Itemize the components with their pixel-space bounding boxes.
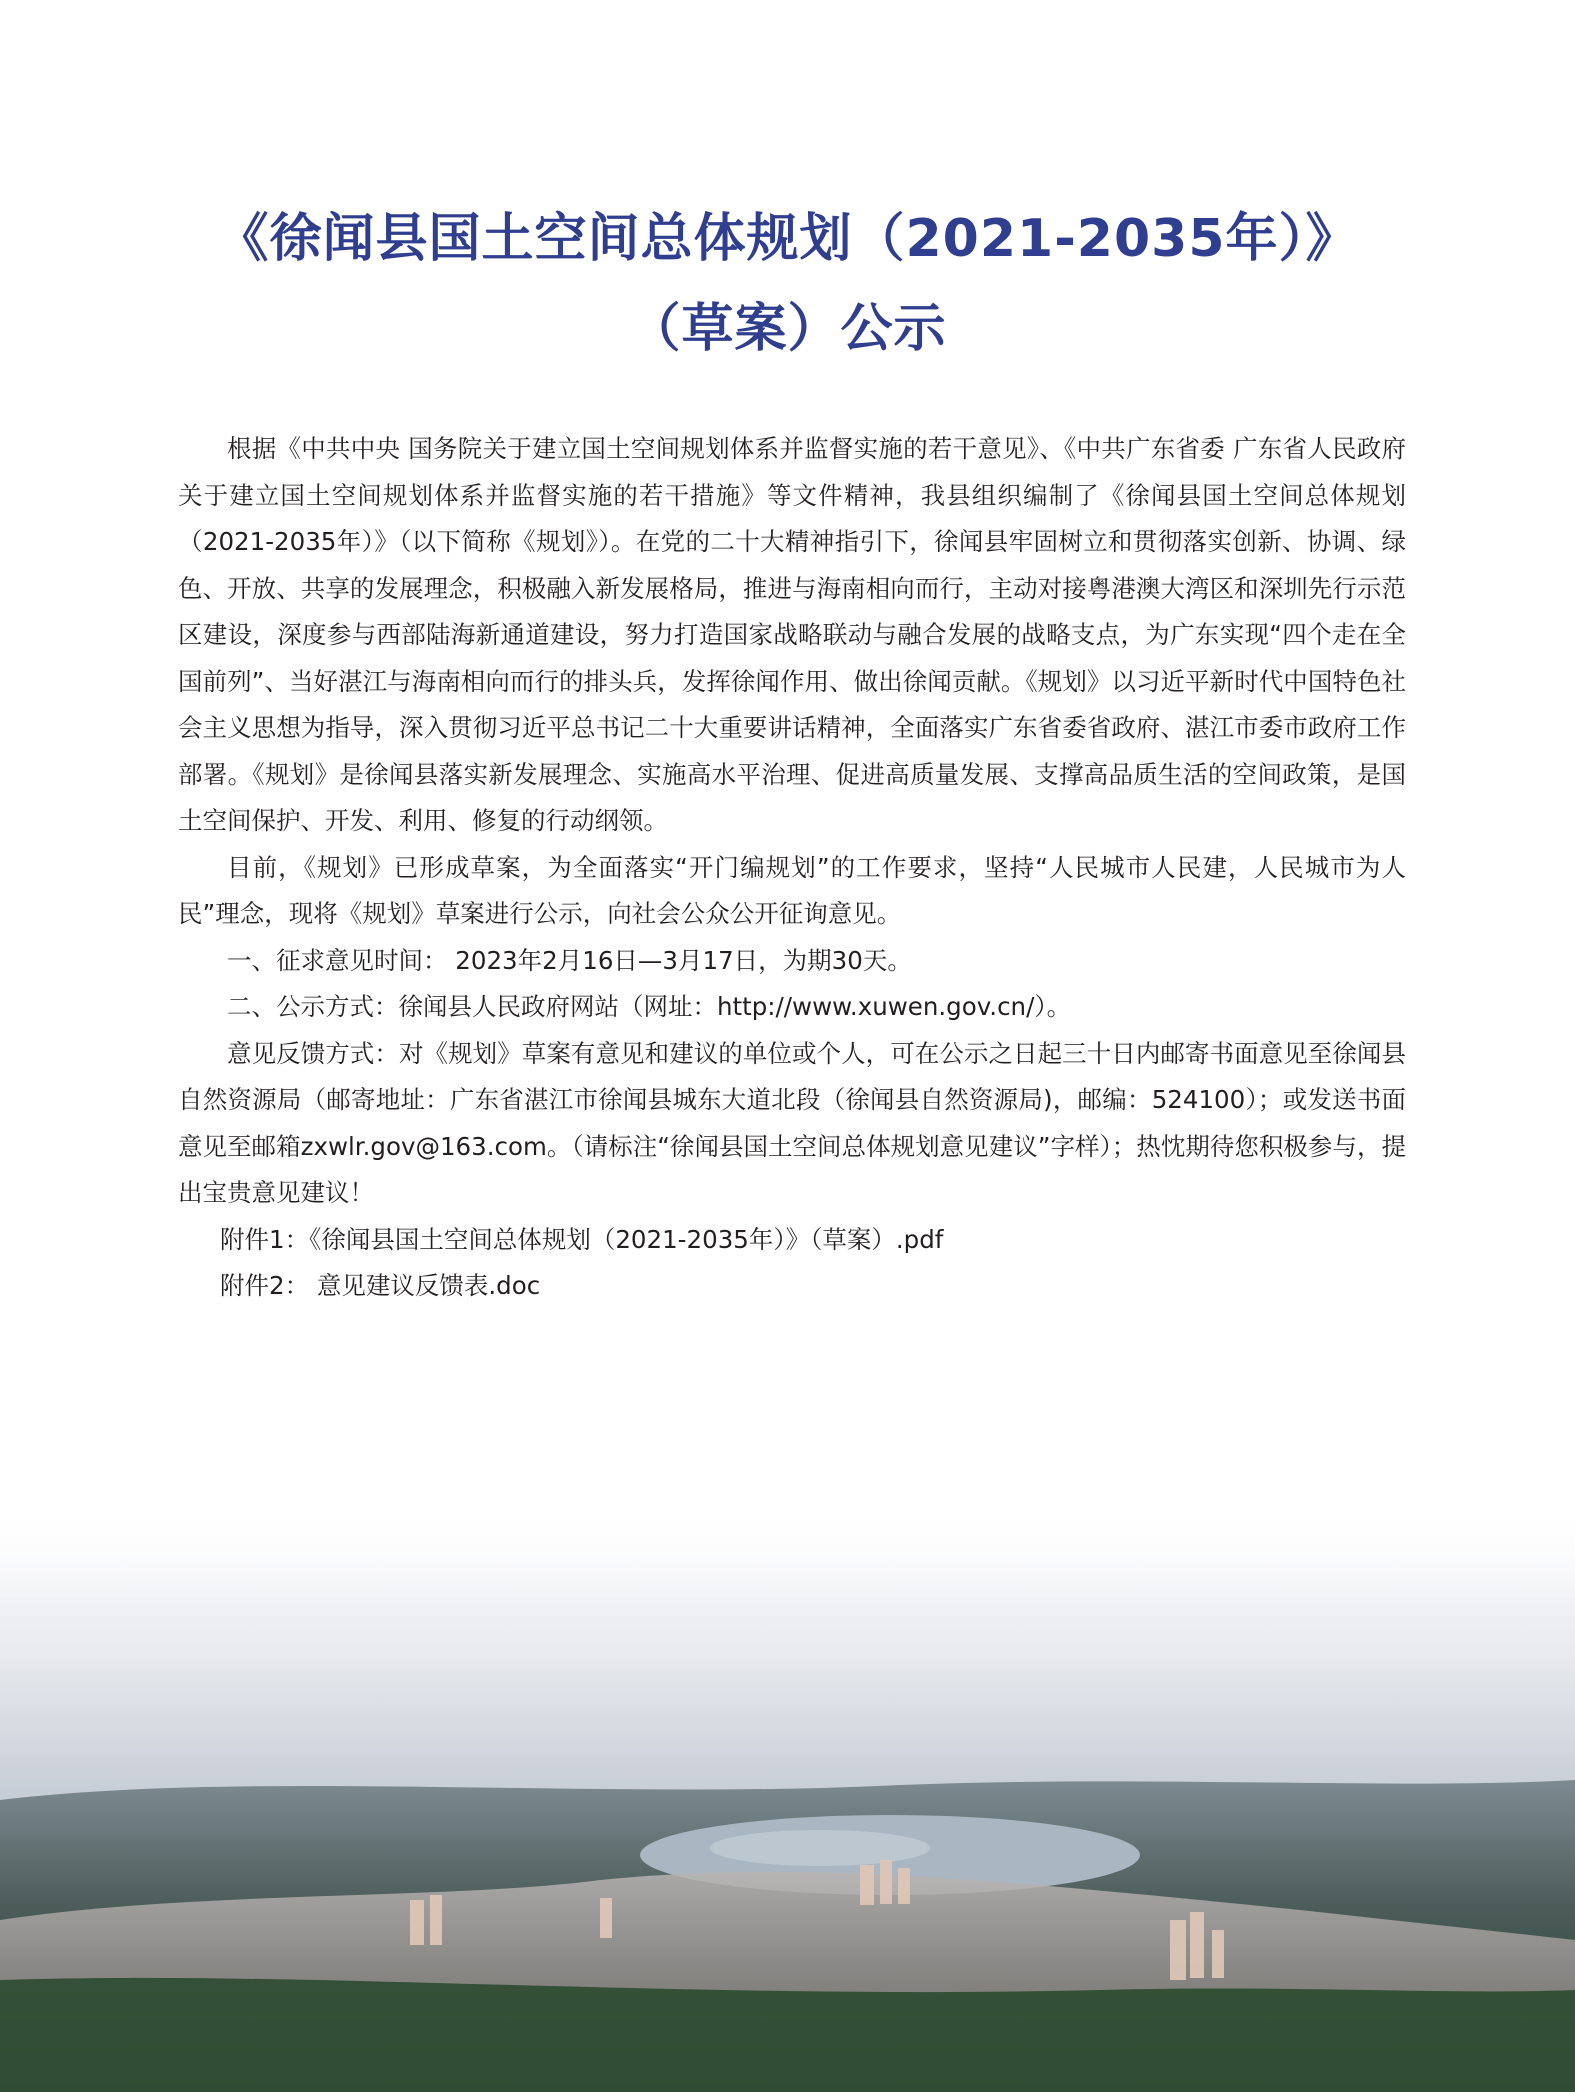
paragraph-comment-period: 一、征求意见时间： 2023年2月16日—3月17日，为期30天。 [227, 945, 912, 975]
aerial-city-photo [0, 1500, 1575, 2092]
attachment-1-link[interactable]: 附件1：《徐闻县国土空间总体规划（2021-2035年）》（草案）.pdf [220, 1224, 944, 1254]
paragraph-publication-method: 二、公示方式：徐闻县人民政府网站（网址：http://www.xuwen.gov.cn/）。 [227, 992, 1072, 1021]
document-title-line-2: （草案）公示 [628, 299, 947, 359]
paragraph-basis: 根据《中共中央 国务院关于建立国土空间规划体系并监督实施的若干意见》、《中共广东省委 广东省人民政府关于建立国土空间规划体系并监督实施的若干措施》等文件精神，我县组织编制了《徐闻县国土空间总体规划（2021-2035年）》（以下简称《规划》）。在党的二十大精神指引下，徐闻县牢固树立和贯彻落实创新、协调、绿色、开放、共享的发展理念，积极融入新发展格局，推进与海南相向而行，主动对接粤港澳大湾区和深圳先行示范区建设，深度参与西部陆海新通道建设，努力打造国家战略联动与融合发展的战略支点，为广东实现“四个走在全国前列”、当好湛江与海南相向而行的排头兵，发挥徐闻作用、做出徐闻贡献。《规划》以习近平新时代中国特色社会主义思想为指导，深入贯彻习近平总书记二十大重要讲话精神，全面落实广东省委省政府、湛江市委市政府工作部署。《规划》是徐闻县落实新发展理念、实施高水平治理、促进高质量发展、支撑高品质生活的空间政策，是国土空间保护、开发、利用、修复的行动纲领。 [178, 434, 1406, 835]
document-body [178, 426, 1406, 1310]
paragraph-feedback-method: 意见反馈方式：对《规划》草案有意见和建议的单位或个人，可在公示之日起三十日内邮寄书面意见至徐闻县自然资源局（邮寄地址：广东省湛江市徐闻县城东大道北段（徐闻县自然资源局)，邮编：524100）；或发送书面意见至邮箱zxwlr.gov@163.com。（请标注“徐闻县国土空间总体规划意见建议”字样）；热忱期待您积极参与，提出宝贵意见建议！ [178, 1038, 1406, 1207]
document-title-line-1: 《徐闻县国土空间总体规划（2021-2035年）》 [216, 209, 1359, 269]
attachment-2-link[interactable]: 附件2： 意见建议反馈表.doc [220, 1271, 541, 1300]
paragraph-current-status: 目前，《规划》已形成草案，为全面落实“开门编规划”的工作要求，坚持“人民城市人民建，人民城市为人民”理念，现将《规划》草案进行公示，向社会公众公开征询意见。 [178, 852, 1406, 928]
